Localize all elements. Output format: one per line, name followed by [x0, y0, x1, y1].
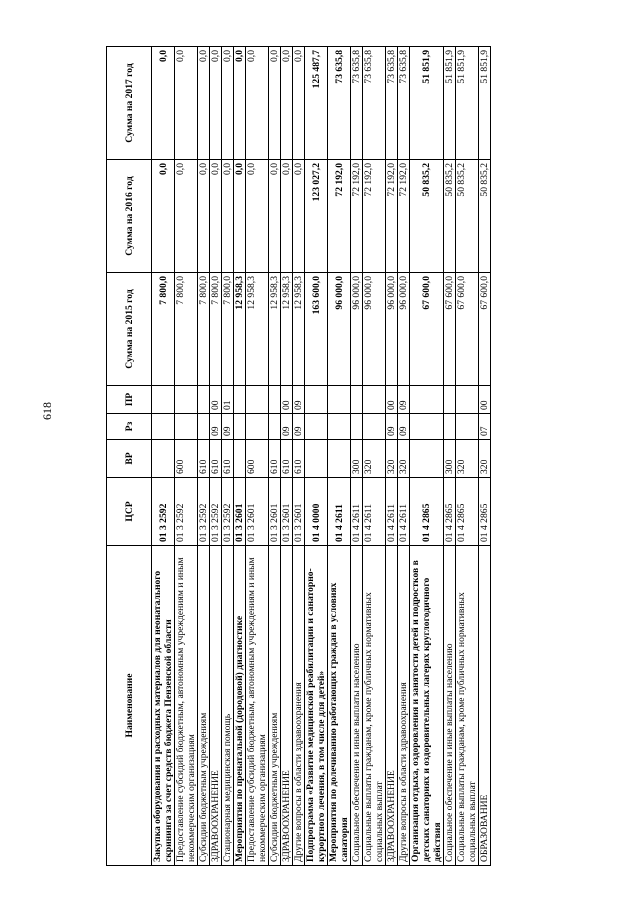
table-row: [246, 47, 269, 866]
cell-sum-2017: 51 851,9: [456, 47, 479, 160]
cell-name: Мероприятия по пренатальной (дородовой) диагностике: [234, 546, 246, 866]
cell-sum-2015: 7 800,0: [198, 273, 210, 386]
header-name: Наименование: [107, 546, 152, 866]
cell-pr: [305, 386, 328, 414]
cell-rz: 09: [293, 414, 305, 440]
cell-sum-2017: 0,0: [198, 47, 210, 160]
cell-name: Социальные выплаты гражданам, кроме публичных нормативных социальных выплат: [456, 546, 479, 866]
cell-csr: 01 3 2601: [269, 478, 281, 546]
cell-vr: 320: [363, 440, 386, 478]
cell-name: Мероприятия по долечиванию работающих граждан в условиях санатория: [328, 546, 351, 866]
table-row: [210, 47, 222, 866]
cell-name: Социальные выплаты гражданам, кроме публичных нормативных социальных выплат: [363, 546, 386, 866]
table-row: [386, 47, 398, 866]
cell-rz: [456, 414, 479, 440]
table-row: [363, 47, 386, 866]
cell-sum-2015: 7 800,0: [222, 273, 234, 386]
table-row: [444, 47, 456, 866]
cell-sum-2015: 12 958,3: [281, 273, 293, 386]
cell-rz: [234, 414, 246, 440]
cell-pr: [234, 386, 246, 414]
cell-vr: 320: [456, 440, 479, 478]
cell-sum-2017: 73 635,8: [363, 47, 386, 160]
cell-sum-2015: 12 958,3: [293, 273, 305, 386]
cell-pr: 09: [398, 386, 410, 414]
cell-sum-2015: 67 600,0: [479, 273, 491, 386]
cell-vr: 610: [269, 440, 281, 478]
cell-sum-2016: 0,0: [152, 160, 175, 273]
cell-sum-2015: 96 000,0: [351, 273, 363, 386]
cell-csr: 01 4 0000: [305, 478, 328, 546]
cell-name: Предоставление субсидий бюджетным, автономным учреждениям и иным некоммерческим организациям: [175, 546, 198, 866]
cell-sum-2016: 0,0: [293, 160, 305, 273]
cell-name: ЗДРАВООХРАНЕНИЕ: [281, 546, 293, 866]
cell-pr: 01: [222, 386, 234, 414]
cell-sum-2015: 96 000,0: [363, 273, 386, 386]
cell-vr: 610: [281, 440, 293, 478]
page-number: 618: [40, 402, 54, 420]
cell-vr: 300: [351, 440, 363, 478]
cell-csr: 01 3 2601: [246, 478, 269, 546]
cell-sum-2015: 7 800,0: [210, 273, 222, 386]
header-sum-2017: Сумма на 2017 год: [107, 47, 152, 160]
cell-rz: 09: [398, 414, 410, 440]
table-row: [293, 47, 305, 866]
cell-sum-2017: 0,0: [281, 47, 293, 160]
cell-sum-2016: 123 027,2: [305, 160, 328, 273]
cell-sum-2015: 163 600,0: [305, 273, 328, 386]
cell-sum-2016: 0,0: [210, 160, 222, 273]
cell-csr: 01 4 2611: [398, 478, 410, 546]
cell-csr: 01 4 2611: [328, 478, 351, 546]
table-row: [152, 47, 175, 866]
cell-pr: [456, 386, 479, 414]
cell-vr: 600: [175, 440, 198, 478]
cell-sum-2017: 51 851,9: [444, 47, 456, 160]
cell-sum-2015: 67 600,0: [456, 273, 479, 386]
cell-pr: [269, 386, 281, 414]
cell-vr: [152, 440, 175, 478]
table-row: [398, 47, 410, 866]
cell-rz: [351, 414, 363, 440]
cell-rz: [246, 414, 269, 440]
cell-vr: 610: [198, 440, 210, 478]
cell-csr: 01 3 2592: [152, 478, 175, 546]
cell-rz: [152, 414, 175, 440]
cell-sum-2017: 0,0: [269, 47, 281, 160]
cell-sum-2016: 72 192,0: [328, 160, 351, 273]
cell-sum-2016: 0,0: [198, 160, 210, 273]
cell-sum-2017: 0,0: [234, 47, 246, 160]
cell-csr: 01 3 2592: [222, 478, 234, 546]
cell-sum-2015: 67 600,0: [410, 273, 444, 386]
cell-name: ЗДРАВООХРАНЕНИЕ: [210, 546, 222, 866]
cell-name: ЗДРАВООХРАНЕНИЕ: [386, 546, 398, 866]
cell-name: ОБРАЗОВАНИЕ: [479, 546, 491, 866]
cell-pr: [410, 386, 444, 414]
cell-pr: 09: [293, 386, 305, 414]
cell-sum-2015: 67 600,0: [444, 273, 456, 386]
cell-sum-2017: 73 635,8: [398, 47, 410, 160]
table-row: [234, 47, 246, 866]
cell-csr: 01 4 2865: [444, 478, 456, 546]
cell-sum-2015: 12 958,3: [269, 273, 281, 386]
cell-sum-2016: 50 835,2: [444, 160, 456, 273]
cell-pr: [363, 386, 386, 414]
cell-name: Социальное обеспечение и иные выплаты населению: [351, 546, 363, 866]
cell-name: Другие вопросы в области здравоохранения: [398, 546, 410, 866]
cell-sum-2015: 12 958,3: [246, 273, 269, 386]
table-row: [328, 47, 351, 866]
cell-pr: [152, 386, 175, 414]
cell-vr: 600: [246, 440, 269, 478]
cell-sum-2017: 73 635,8: [328, 47, 351, 160]
cell-vr: 610: [222, 440, 234, 478]
cell-sum-2016: 72 192,0: [398, 160, 410, 273]
cell-rz: [269, 414, 281, 440]
cell-sum-2016: 0,0: [175, 160, 198, 273]
cell-pr: 00: [210, 386, 222, 414]
cell-rz: [410, 414, 444, 440]
header-rz: Рз: [107, 414, 152, 440]
cell-rz: [175, 414, 198, 440]
cell-sum-2016: 72 192,0: [363, 160, 386, 273]
cell-rz: 09: [210, 414, 222, 440]
table-row: [305, 47, 328, 866]
cell-pr: [246, 386, 269, 414]
cell-csr: 01 3 2592: [198, 478, 210, 546]
cell-rz: [198, 414, 210, 440]
cell-vr: 610: [210, 440, 222, 478]
cell-pr: 00: [386, 386, 398, 414]
table-row: [222, 47, 234, 866]
cell-rz: [444, 414, 456, 440]
cell-rz: 09: [386, 414, 398, 440]
cell-pr: [328, 386, 351, 414]
cell-csr: 01 4 2865: [479, 478, 491, 546]
cell-csr: 01 4 2611: [386, 478, 398, 546]
cell-name: Закупка оборудования и расходных материалов для неонатального скрининга за счет средств бюджета Пензенской области: [152, 546, 175, 866]
cell-sum-2015: 7 800,0: [152, 273, 175, 386]
table-row: [351, 47, 363, 866]
cell-sum-2017: 125 487,7: [305, 47, 328, 160]
cell-vr: [305, 440, 328, 478]
cell-sum-2017: 73 635,8: [386, 47, 398, 160]
cell-name: Субсидии бюджетным учреждениям: [269, 546, 281, 866]
table-row: [281, 47, 293, 866]
cell-pr: [444, 386, 456, 414]
cell-vr: 320: [479, 440, 491, 478]
cell-pr: [175, 386, 198, 414]
cell-sum-2017: 0,0: [293, 47, 305, 160]
cell-vr: 300: [444, 440, 456, 478]
cell-csr: 01 4 2611: [351, 478, 363, 546]
cell-pr: [198, 386, 210, 414]
cell-sum-2015: 7 800,0: [175, 273, 198, 386]
budget-table: [106, 46, 491, 866]
cell-rz: [328, 414, 351, 440]
table-header-row: [107, 47, 152, 866]
table-row: [175, 47, 198, 866]
cell-pr: 00: [479, 386, 491, 414]
header-sum-2016: Сумма на 2016 год: [107, 160, 152, 273]
table-row: [479, 47, 491, 866]
cell-name: Субсидии бюджетным учреждениям: [198, 546, 210, 866]
header-vr: ВР: [107, 440, 152, 478]
cell-vr: 320: [398, 440, 410, 478]
cell-sum-2016: 0,0: [281, 160, 293, 273]
cell-csr: 01 4 2865: [456, 478, 479, 546]
table-body: [152, 47, 491, 866]
cell-sum-2016: 72 192,0: [386, 160, 398, 273]
cell-rz: [363, 414, 386, 440]
cell-sum-2016: 50 835,2: [456, 160, 479, 273]
cell-name: Социальное обеспечение и иные выплаты населению: [444, 546, 456, 866]
header-sum-2015: Сумма на 2015 год: [107, 273, 152, 386]
cell-name: Подпрограмма «Развитие медицинской реабилитации и санаторно-курортного лечения, в том числе для детей»: [305, 546, 328, 866]
cell-sum-2016: 72 192,0: [351, 160, 363, 273]
cell-vr: [328, 440, 351, 478]
cell-rz: [305, 414, 328, 440]
header-csr: ЦСР: [107, 478, 152, 546]
cell-sum-2016: 0,0: [269, 160, 281, 273]
cell-sum-2015: 96 000,0: [328, 273, 351, 386]
cell-rz: 09: [222, 414, 234, 440]
header-pr: ПР: [107, 386, 152, 414]
cell-sum-2016: 0,0: [234, 160, 246, 273]
table-row: [269, 47, 281, 866]
cell-sum-2017: 0,0: [222, 47, 234, 160]
cell-sum-2016: 0,0: [222, 160, 234, 273]
cell-sum-2017: 0,0: [152, 47, 175, 160]
cell-csr: 01 3 2601: [281, 478, 293, 546]
cell-pr: [351, 386, 363, 414]
cell-vr: 320: [386, 440, 398, 478]
cell-sum-2015: 96 000,0: [386, 273, 398, 386]
cell-csr: 01 3 2601: [234, 478, 246, 546]
cell-pr: 00: [281, 386, 293, 414]
table-row: [456, 47, 479, 866]
cell-vr: [234, 440, 246, 478]
cell-sum-2017: 73 635,8: [351, 47, 363, 160]
cell-sum-2017: 0,0: [246, 47, 269, 160]
cell-rz: 07: [479, 414, 491, 440]
cell-sum-2015: 12 958,3: [234, 273, 246, 386]
cell-vr: 610: [293, 440, 305, 478]
cell-sum-2016: 0,0: [246, 160, 269, 273]
rotated-page: [106, 46, 577, 866]
cell-sum-2017: 0,0: [175, 47, 198, 160]
cell-sum-2017: 51 851,9: [410, 47, 444, 160]
cell-sum-2015: 96 000,0: [398, 273, 410, 386]
cell-csr: 01 3 2592: [175, 478, 198, 546]
cell-csr: 01 3 2601: [293, 478, 305, 546]
cell-sum-2016: 50 835,2: [479, 160, 491, 273]
cell-csr: 01 4 2865: [410, 478, 444, 546]
cell-sum-2016: 50 835,2: [410, 160, 444, 273]
cell-csr: 01 3 2592: [210, 478, 222, 546]
cell-name: Предоставление субсидий бюджетным, автономным учреждениям и иным некоммерческим организациям: [246, 546, 269, 866]
cell-name: Другие вопросы в области здравоохранения: [293, 546, 305, 866]
table-row: [198, 47, 210, 866]
cell-sum-2017: 0,0: [210, 47, 222, 160]
cell-name: Организация отдыха, оздоровления и занятости детей и подростков в детских санаториях и оздоровительных лагерях круглогодичного действия: [410, 546, 444, 866]
cell-csr: 01 4 2611: [363, 478, 386, 546]
cell-rz: 09: [281, 414, 293, 440]
table-row: [410, 47, 444, 866]
cell-name: Стационарная медицинская помощь: [222, 546, 234, 866]
cell-sum-2017: 51 851,9: [479, 47, 491, 160]
cell-vr: [410, 440, 444, 478]
